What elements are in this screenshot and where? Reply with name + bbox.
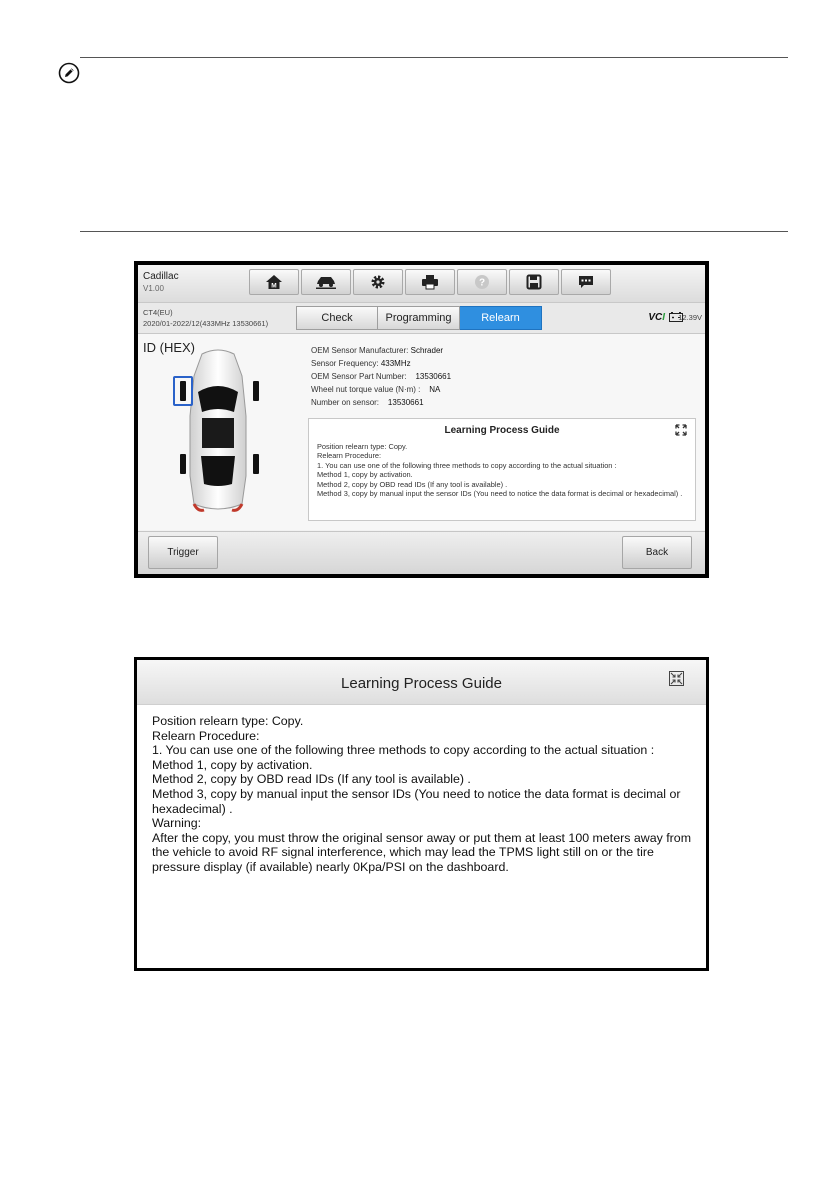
relearn-screen — [138, 265, 705, 574]
app-version: V1.00 — [143, 284, 164, 293]
message-button[interactable] — [561, 269, 611, 295]
guide-line: Method 3, copy by manual input the sensor IDs (You need to notice the data format is decimal or hexadecimal) . — [317, 489, 683, 499]
sensor-specs — [311, 344, 451, 409]
function-tabs — [296, 306, 542, 330]
guide-line: After the copy, you must throw the original sensor away or put them at least 100 meters away from the vehicle to avoid RF signal interference, which may lead the TPMS light still on or the tire pressure display (if available) nearly 0Kpa/PSI on the dashboard. — [152, 830, 692, 874]
settings-icon — [370, 274, 386, 290]
svg-text:M: M — [271, 282, 277, 290]
guide-line: Method 2, copy by OBD read IDs (If any tool is available) . — [317, 479, 508, 489]
id-hex-label: ID (HEX) — [143, 340, 195, 355]
tab-check[interactable]: Check — [296, 306, 378, 330]
spec-torque: Wheel nut torque value (N·m) : NA — [311, 385, 441, 394]
guide-header — [137, 660, 706, 705]
help-icon — [474, 274, 490, 290]
note-bottom-rule — [80, 231, 788, 232]
save-button[interactable] — [509, 269, 559, 295]
bottom-bar — [138, 531, 705, 574]
tab-programming[interactable]: Programming — [378, 306, 460, 330]
guide-line: Method 1, copy by activation. — [317, 470, 413, 480]
guide-line: Position relearn type: Copy. — [152, 714, 304, 728]
top-toolbar — [138, 265, 705, 303]
note-top-rule — [80, 57, 788, 58]
guide-line: Position relearn type: Copy. — [317, 442, 408, 451]
trigger-button[interactable]: Trigger — [148, 536, 218, 569]
car-top-view — [168, 346, 268, 516]
guide-line: Method 1, copy by activation. — [152, 757, 313, 772]
message-icon — [578, 274, 594, 290]
wheel-rear-left[interactable] — [180, 454, 186, 474]
vci-status: VCI — [648, 312, 665, 323]
vehicle-make: Cadillac — [143, 271, 179, 282]
expand-icon[interactable] — [675, 424, 687, 436]
print-icon — [421, 274, 439, 290]
battery-voltage: 12.39V — [678, 313, 702, 322]
wheel-front-left — [180, 381, 186, 401]
save-icon — [526, 274, 542, 290]
help-button[interactable] — [457, 269, 507, 295]
tab-relearn[interactable]: Relearn — [460, 306, 542, 330]
learning-guide-screen — [137, 660, 706, 968]
vehicle-lift-icon — [314, 274, 338, 290]
vehicle-lift-button[interactable] — [301, 269, 351, 295]
relearn-screenshot — [134, 261, 709, 578]
spec-manufacturer: OEM Sensor Manufacturer: Schrader — [311, 346, 444, 355]
settings-button[interactable] — [353, 269, 403, 295]
wheel-rear-right[interactable] — [253, 454, 259, 474]
back-button[interactable]: Back — [622, 536, 692, 569]
guide-full-text — [152, 714, 692, 875]
home-button[interactable] — [249, 269, 299, 295]
guide-line: Method 3, copy by manual input the sensor IDs (You need to notice the data format is decimal or hexadecimal) . — [152, 786, 681, 816]
guide-line: Relearn Procedure: — [317, 451, 382, 461]
learning-guide-screenshot — [134, 657, 709, 971]
learning-guide-text — [317, 442, 687, 498]
guide-line: 1. You can use one of the following three methods to copy according to the actual situation : — [152, 743, 655, 758]
learning-guide-panel — [308, 418, 696, 521]
guide-line: Warning: — [152, 816, 202, 831]
print-button[interactable] — [405, 269, 455, 295]
collapse-icon[interactable] — [669, 671, 684, 686]
vehicle-info-bar — [138, 303, 705, 334]
svg-text:?: ? — [478, 277, 486, 289]
guide-title: Learning Process Guide — [341, 675, 502, 692]
wheel-front-right[interactable] — [253, 381, 259, 401]
spec-frequency: Sensor Frequency: 433MHz — [311, 359, 411, 368]
vehicle-model: CT4(EU) — [143, 308, 173, 317]
home-icon — [265, 274, 283, 290]
guide-line: Relearn Procedure: — [152, 728, 260, 743]
guide-line: 1. You can use one of the following three methods to copy according to the actual situation : — [317, 460, 617, 470]
vehicle-info: 2020/01-2022/12(433MHz 13530661) — [143, 319, 269, 328]
note-pencil-icon — [58, 62, 80, 84]
spec-part-number: OEM Sensor Part Number: 13530661 — [311, 372, 452, 381]
spec-sensor-number: Number on sensor: 13530661 — [311, 398, 424, 407]
relearn-content — [138, 334, 705, 530]
guide-line: Method 2, copy by OBD read IDs (If any tool is available) . — [152, 772, 471, 787]
learning-guide-title: Learning Process Guide — [444, 425, 560, 436]
